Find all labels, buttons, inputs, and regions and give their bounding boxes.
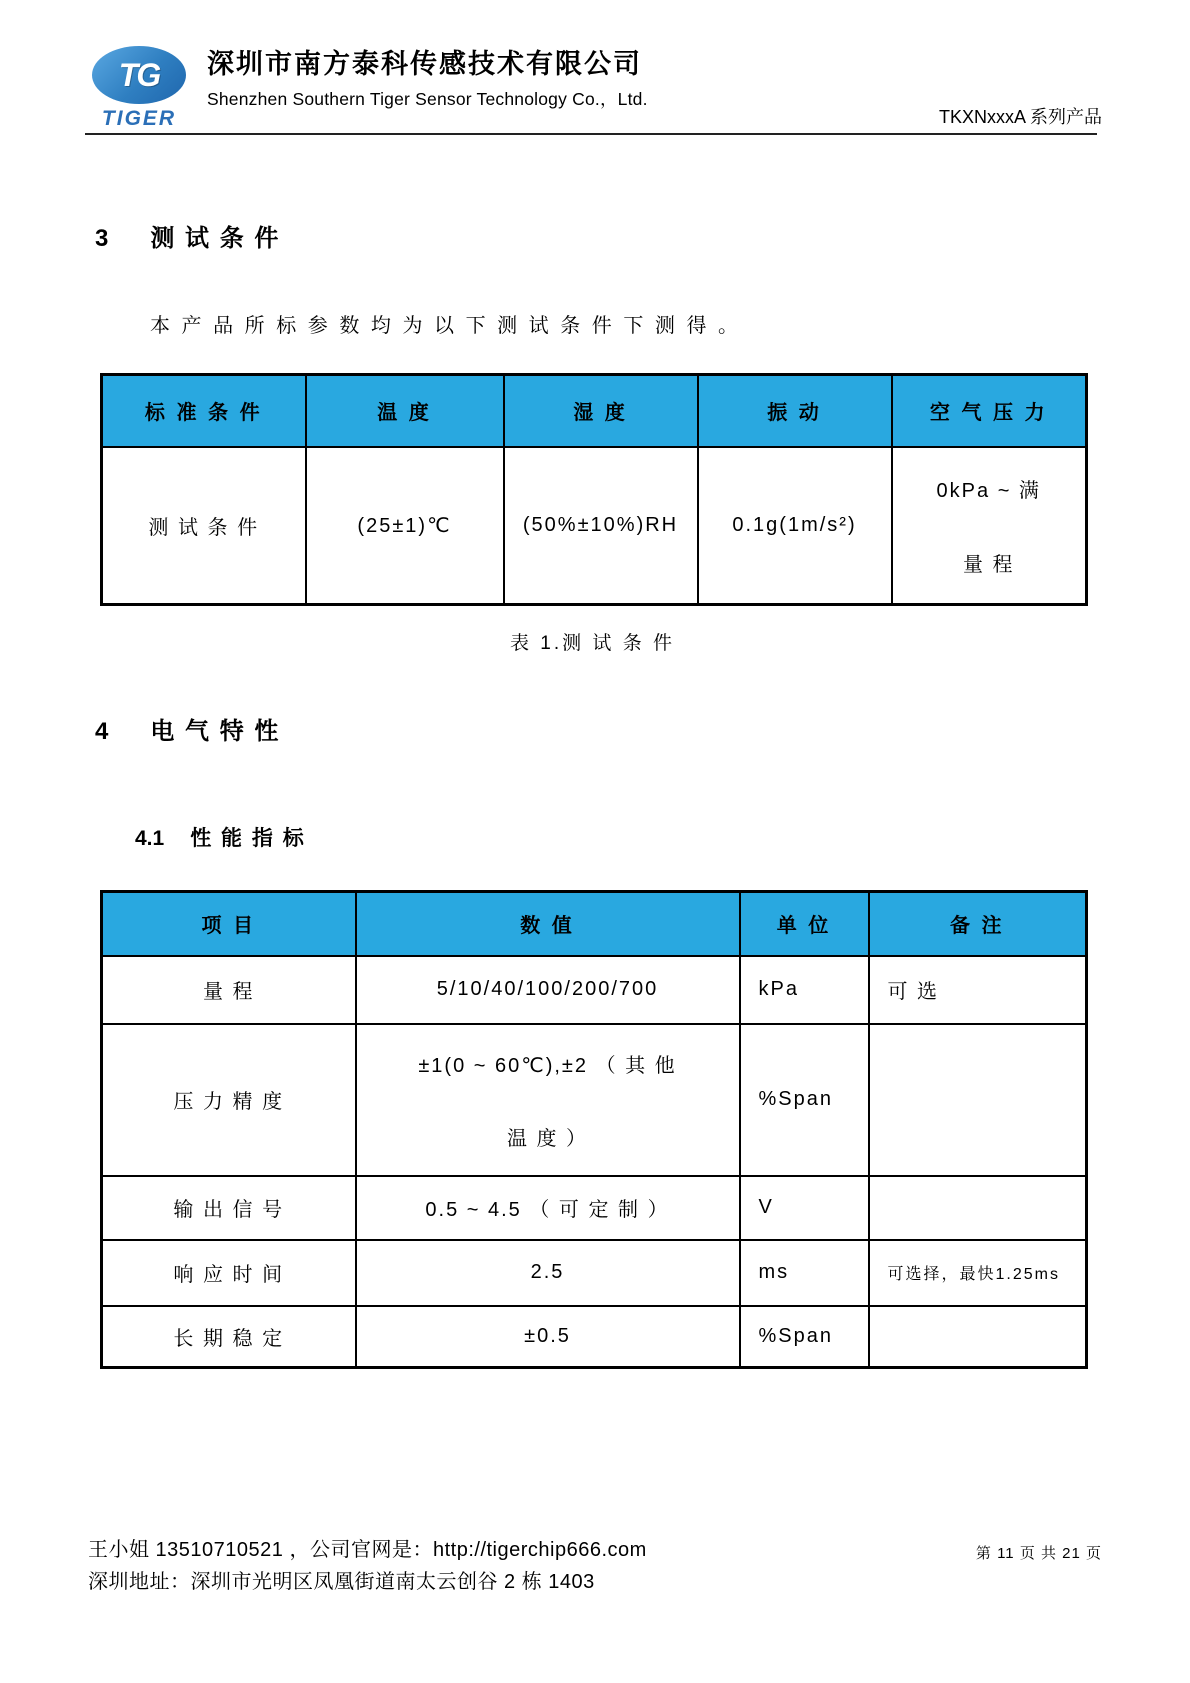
table-row-output-signal [102,1176,1087,1240]
table1-cell-humidity: (50%±10%)RH [504,447,698,605]
logo-brand-text: TIGER [101,107,177,130]
table1-header-air-pressure: 空 气 压 力 [892,375,1087,447]
pressure-accuracy-value [356,1024,740,1176]
output-signal-item: 输 出 信 号 [102,1176,356,1240]
section-4-1-title: 性 能 指 标 [190,827,306,850]
test-conditions-table [100,373,1088,606]
section-4-number: 4 [95,718,109,745]
range-unit: kPa [740,956,869,1024]
table1-header-row [102,375,1087,447]
table1-caption: 表 1.测 试 条 件 [510,633,675,654]
section-4-1-heading [135,822,1190,852]
table1-header-temperature: 温 度 [306,375,504,447]
section-3-number: 3 [95,225,109,252]
long-term-stability-note [869,1306,1087,1368]
table1-header-standard-condition: 标 准 条 件 [102,375,306,447]
range-item: 量 程 [102,956,356,1024]
table2-header-unit: 单 位 [740,892,869,956]
section-3-title: 测 试 条 件 [150,225,281,252]
table2-header-note: 备 注 [869,892,1087,956]
long-term-stability-value: ±0.5 [356,1306,740,1368]
pressure-accuracy-unit: %Span [740,1024,869,1176]
table1-cell-temperature: (25±1)℃ [306,447,504,605]
table-row-range [102,956,1087,1024]
table1-cell-air-pressure [892,447,1087,605]
product-series-label: TKXNxxxA 系列产品 [938,107,1102,127]
response-time-value: 2.5 [356,1240,740,1306]
pressure-accuracy-value-lines [357,1025,739,1175]
section-4-1-number: 4.1 [135,827,165,850]
response-time-item: 响 应 时 间 [102,1240,356,1306]
table-row-response-time [102,1240,1087,1306]
performance-specs-table [100,890,1088,1369]
logo-monogram: TG [118,56,160,93]
footer-contact-block [88,1534,647,1598]
section-3-intro-paragraph: 本 产 品 所 标 参 数 均 为 以 下 测 试 条 件 下 测 得 。 [150,315,742,337]
table1-header-humidity: 湿 度 [504,375,698,447]
page-header [85,46,1102,131]
footer-contact-line: 王小姐 13510710521 ，公司官网是：http://tigerchip666.com [88,1539,647,1561]
company-name-cn: 深圳市南方泰科传感技术有限公司 [207,49,642,79]
company-name-en: Shenzhen Southern Tiger Sensor Technology Co.，Ltd. [207,88,648,109]
response-time-unit: ms [740,1240,869,1306]
tiger-logo-icon [92,46,186,104]
header-divider [85,133,1097,135]
table1-cell-label: 测 试 条 件 [102,447,306,605]
range-note: 可 选 [869,956,1087,1024]
table2-header-row [102,892,1087,956]
section-3-heading [95,218,1190,253]
section-4-title: 电 气 特 性 [150,718,281,745]
output-signal-unit: V [740,1176,869,1240]
table1-data-row [102,447,1087,605]
output-signal-value: 0.5 ~ 4.5 （ 可 定 制 ） [356,1176,740,1240]
table-row-long-term-stability [102,1306,1087,1368]
pressure-accuracy-line2: 温 度 ） [506,1127,589,1150]
page-footer [88,1534,1102,1598]
table1-cell-vibration: 0.1g(1m/s²) [698,447,892,605]
table2-header-item: 项 目 [102,892,356,956]
pressure-accuracy-line1: ±1(0 ~ 60℃),±2 （ 其 他 [418,1054,677,1077]
footer-address-line: 深圳地址：深圳市光明区凤凰街道南太云创谷 2 栋 1403 [88,1571,595,1593]
range-value: 5/10/40/100/200/700 [356,956,740,1024]
section-4-heading [95,711,1190,746]
air-pressure-line2: 量 程 [962,554,1015,576]
pressure-accuracy-note [869,1024,1087,1176]
document-body [0,218,1190,1369]
company-logo [85,46,193,131]
long-term-stability-unit: %Span [740,1306,869,1368]
air-pressure-line1: 0kPa ~ 满 [936,479,1041,502]
company-name-block [207,46,648,111]
response-time-note: 可选择，最快1.25ms [869,1240,1087,1306]
table2-header-value: 数 值 [356,892,740,956]
air-pressure-value [893,448,1086,604]
table1-header-vibration: 振 动 [698,375,892,447]
page-number-indicator: 第 11 页 共 21 页 [975,1545,1102,1562]
output-signal-note [869,1176,1087,1240]
pressure-accuracy-item: 压 力 精 度 [102,1024,356,1176]
table-row-pressure-accuracy [102,1024,1087,1176]
long-term-stability-item: 长 期 稳 定 [102,1306,356,1368]
